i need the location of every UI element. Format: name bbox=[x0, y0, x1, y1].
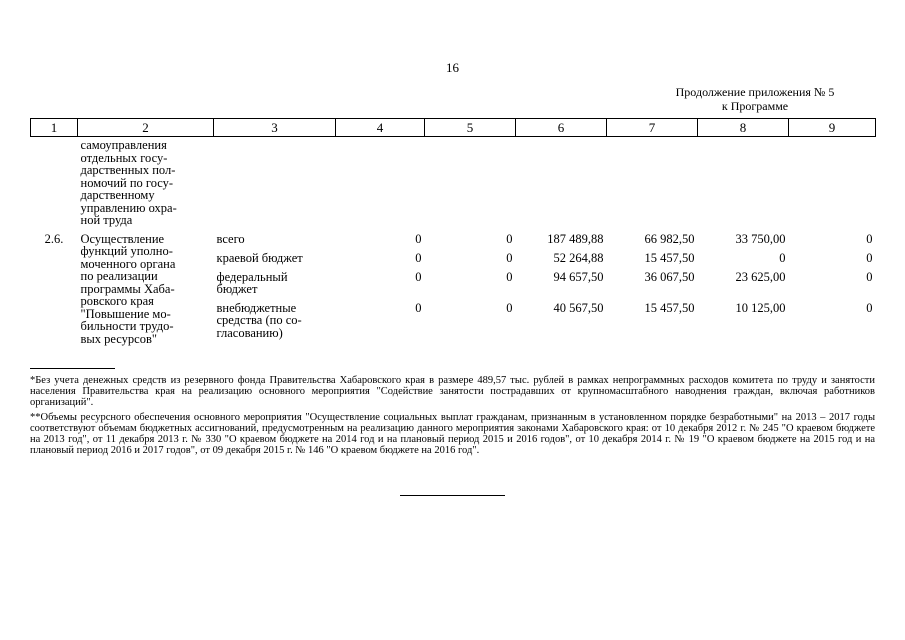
funding-source-line: краевой бюджет bbox=[216, 250, 303, 265]
activity-name-line: бильности трудо- bbox=[80, 319, 174, 333]
value-cell: 0 bbox=[866, 300, 873, 315]
activity-name-line: "Повышение мо- bbox=[80, 306, 171, 321]
value-cell: 0 bbox=[866, 250, 873, 265]
carry-over-text bbox=[78, 137, 214, 233]
footnotes bbox=[30, 368, 875, 460]
value-cell: 36 067,50 bbox=[644, 269, 695, 284]
header-row bbox=[31, 119, 876, 137]
column-header: 4 bbox=[336, 119, 425, 137]
value-cell: 94 657,50 bbox=[553, 269, 604, 284]
funding-source-line: средства (по со- bbox=[216, 313, 302, 327]
value-cell: 0 bbox=[866, 231, 873, 246]
carry-over-line: самоуправления bbox=[80, 138, 167, 152]
activity-name bbox=[78, 233, 214, 346]
carry-over-line: дарственных пол- bbox=[80, 163, 176, 177]
activity-name-line: вых ресурсов" bbox=[80, 331, 157, 346]
continuation-line-1: Продолжение приложения № 5 bbox=[675, 85, 835, 99]
funding-source-line: всего bbox=[216, 231, 245, 246]
value-cell: 0 bbox=[506, 269, 513, 284]
page-number: 16 bbox=[446, 60, 459, 75]
value-cell: 23 625,00 bbox=[735, 269, 786, 284]
value-cell: 33 750,00 bbox=[735, 231, 786, 246]
end-divider bbox=[400, 495, 505, 496]
funding-source-line: гласованию) bbox=[216, 325, 283, 340]
value-cell: 187 489,88 bbox=[547, 231, 604, 246]
column-header: 3 bbox=[214, 119, 336, 137]
column-header: 2 bbox=[78, 119, 214, 137]
value-cell: 0 bbox=[779, 250, 786, 265]
value-cell: 15 457,50 bbox=[644, 300, 695, 315]
value-cell: 0 bbox=[415, 231, 422, 246]
carry-over-line: номочий по госу- bbox=[80, 175, 174, 190]
carry-over-line: дарственному bbox=[80, 188, 155, 202]
funding-source-line: бюджет bbox=[216, 282, 258, 296]
activity-name-line: ровского края bbox=[80, 294, 154, 308]
activity-name-line: Осуществление bbox=[80, 231, 165, 246]
funding-source bbox=[214, 302, 336, 346]
funding-source bbox=[214, 271, 336, 302]
funding-source bbox=[214, 233, 336, 252]
value-cell: 0 bbox=[415, 269, 422, 284]
column-header: 8 bbox=[698, 119, 789, 137]
value-cell: 0 bbox=[866, 269, 873, 284]
carry-over-row bbox=[31, 137, 876, 233]
footnote-2: **Объемы ресурсного обеспечения основного мероприятия "Осуществление социальных выплат гражданам, признанным в установленном порядке безработными" на 2013 – 2017 годы соответствуют объемам бюджетных ассигнований, предусмотренным на реализацию данного мероприятия законами Хабаровского края: от 10 декабря 2012 г. № 245 "О краевом бюджете на 2013 год", от 11 декабря 2013 г. № 330 "О краевом бюджете на 2014 год и на плановый период 2015 и 2016 годов", от 10 декабря 2014 г. № 19 "О краевом бюджете на 2015 год и на плановый период 2016 и 2017 годов", от 09 декабря 2015 г. № 146 "О краевом бюджете на 2016 год". bbox=[30, 412, 875, 456]
continuation-heading bbox=[645, 85, 865, 113]
activity-name-line: по реализации bbox=[80, 269, 158, 283]
value-cell: 40 567,50 bbox=[553, 300, 604, 315]
column-header: 9 bbox=[789, 119, 876, 137]
value-cell: 0 bbox=[506, 250, 513, 265]
value-cell: 15 457,50 bbox=[644, 250, 695, 265]
value-cell: 0 bbox=[415, 250, 422, 265]
continuation-line-2: к Программе bbox=[721, 99, 789, 113]
column-header: 1 bbox=[31, 119, 78, 137]
footnote-divider bbox=[30, 368, 115, 369]
carry-over-line: управлению охра- bbox=[80, 200, 177, 215]
activity-name-line: программы Хаба- bbox=[80, 281, 175, 296]
value-cell: 0 bbox=[506, 231, 513, 246]
carry-over-line: ной труда bbox=[80, 213, 133, 227]
funding-source-line: федеральный bbox=[216, 269, 288, 284]
column-header: 6 bbox=[516, 119, 607, 137]
program-table bbox=[30, 118, 876, 346]
value-cell: 0 bbox=[415, 300, 422, 315]
value-cell: 10 125,00 bbox=[735, 300, 786, 315]
value-cell: 66 982,50 bbox=[644, 231, 695, 246]
section-number: 2.6. bbox=[44, 231, 64, 246]
column-header: 5 bbox=[425, 119, 516, 137]
funding-source-line: внебюджетные bbox=[216, 300, 297, 315]
funding-row-total bbox=[31, 233, 876, 252]
footnote-1: *Без учета денежных средств из резервного фонда Правительства Хабаровского края в размере 489,57 тыс. рублей в рамках непрограммных расходов комитета по труду и занятости населения Правительства края на реализацию основного мероприятия "Содействие занятости пострадавших от крупномасштабного наводнения граждан, включая работников организаций". bbox=[30, 375, 875, 408]
column-header: 7 bbox=[607, 119, 698, 137]
funding-source bbox=[214, 252, 336, 271]
value-cell: 0 bbox=[506, 300, 513, 315]
activity-name-line: функций уполно- bbox=[80, 244, 173, 258]
carry-over-line: отдельных госу- bbox=[80, 150, 168, 165]
activity-name-line: моченного органа bbox=[80, 256, 176, 271]
value-cell: 52 264,88 bbox=[553, 250, 604, 265]
